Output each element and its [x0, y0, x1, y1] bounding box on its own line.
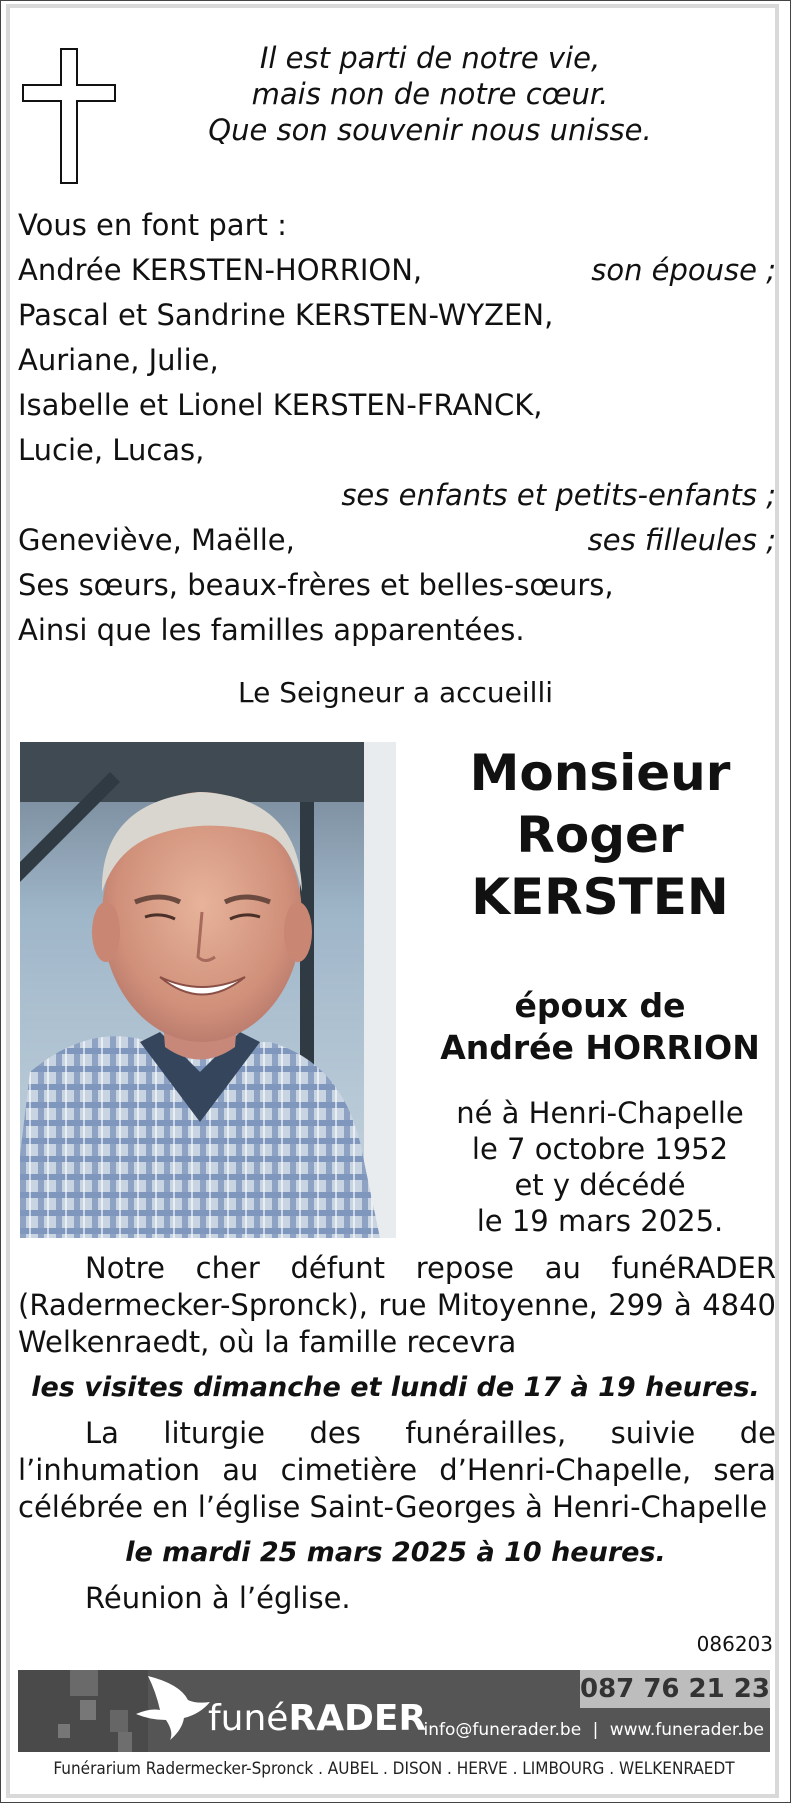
- liturgy-date: le mardi 25 mars 2025 à 10 heures.: [125, 1537, 666, 1568]
- brand-logo: [208, 1698, 426, 1739]
- death-place: et y décédé: [514, 1168, 686, 1202]
- brand-bold: RADER: [288, 1698, 427, 1739]
- rest-paragraph: Notre cher défunt repose au funéRADER (Radermecker-Spronck), rue Mitoyenne, 299 à 4840 Welkenraedt, où la famille recevra: [18, 1251, 776, 1359]
- family-row: [18, 340, 776, 380]
- family-relation: ses filleules ;: [587, 523, 776, 557]
- website[interactable]: www.funerader.be: [609, 1720, 764, 1740]
- quote-line-1: Il est parti de notre vie,: [259, 41, 601, 75]
- portrait-image: [20, 742, 396, 1238]
- family-row: [18, 250, 776, 290]
- portrait-photo: [20, 742, 396, 1238]
- death-date: le 19 mars 2025.: [476, 1204, 724, 1238]
- life-dates: [420, 1095, 780, 1239]
- family-row: [18, 520, 776, 560]
- family-row: [18, 385, 776, 425]
- announcement: Le Seigneur a accueilli: [237, 676, 553, 709]
- birth-place: né à Henri-Chapelle: [456, 1096, 744, 1130]
- family-name: Lucie, Lucas,: [18, 433, 205, 467]
- family-relation: son épouse ;: [591, 253, 776, 287]
- quote-line-3: Que son souvenir nous unisse.: [208, 113, 652, 147]
- family-intro: Vous en font part :: [18, 208, 287, 242]
- cross-icon: [22, 48, 118, 184]
- spouse-block: [420, 985, 780, 1069]
- email[interactable]: info@funerader.be: [423, 1720, 582, 1740]
- phone-number: 087 76 21 23: [580, 1670, 770, 1708]
- visits-line: les visites dimanche et lundi de 17 à 19 heures.: [31, 1372, 760, 1403]
- family-row: [18, 475, 776, 515]
- meeting-line: Réunion à l’église.: [85, 1581, 351, 1615]
- family-row: [18, 565, 776, 605]
- family-name: Andrée KERSTEN-HORRION,: [18, 253, 423, 287]
- brand-light: funé: [208, 1698, 289, 1739]
- family-intro-row: [18, 205, 776, 245]
- epitaph-quote: [200, 40, 660, 148]
- family-name: Pascal et Sandrine KERSTEN-WYZEN,: [18, 298, 554, 332]
- family-row: [18, 610, 776, 650]
- spouse-name: Andrée HORRION: [440, 1028, 760, 1067]
- family-name: Ainsi que les familles apparentées.: [18, 613, 525, 647]
- quote-line-2: mais non de notre cœur.: [251, 77, 609, 111]
- family-name: Geneviève, Maëlle,: [18, 523, 295, 557]
- deceased-title: Monsieur: [469, 744, 731, 802]
- birth-date: le 7 octobre 1952: [471, 1132, 729, 1166]
- deceased-first-name: Roger: [516, 806, 684, 864]
- deceased-name: [420, 742, 780, 928]
- dove-icon: [130, 1670, 212, 1740]
- separator: |: [592, 1720, 599, 1740]
- deceased-last-name: KERSTEN: [471, 868, 729, 926]
- family-relation: ses enfants et petits-enfants ;: [341, 478, 776, 512]
- locations-line: Funérarium Radermecker-Spronck . AUBEL . DISON . HERVE . LIMBOURG . WELKENRAEDT: [18, 1752, 770, 1786]
- family-name: Ses sœurs, beaux-frères et belles-sœurs,: [18, 568, 614, 602]
- family-row: [18, 295, 776, 335]
- funeral-home-banner: [18, 1670, 770, 1752]
- contact-line: [424, 1720, 764, 1740]
- spouse-label: époux de: [514, 986, 686, 1025]
- liturgy-paragraph: La liturgie des funérailles, suivie de l’inhumation au cimetière d’Henri-Chapelle, sera célébrée en l’église Saint-Georges à Henri-Chapelle: [18, 1416, 776, 1524]
- family-name: Auriane, Julie,: [18, 343, 219, 377]
- family-row: [18, 430, 776, 470]
- reference-number: 086203: [696, 1632, 773, 1656]
- family-name: Isabelle et Lionel KERSTEN-FRANCK,: [18, 388, 543, 422]
